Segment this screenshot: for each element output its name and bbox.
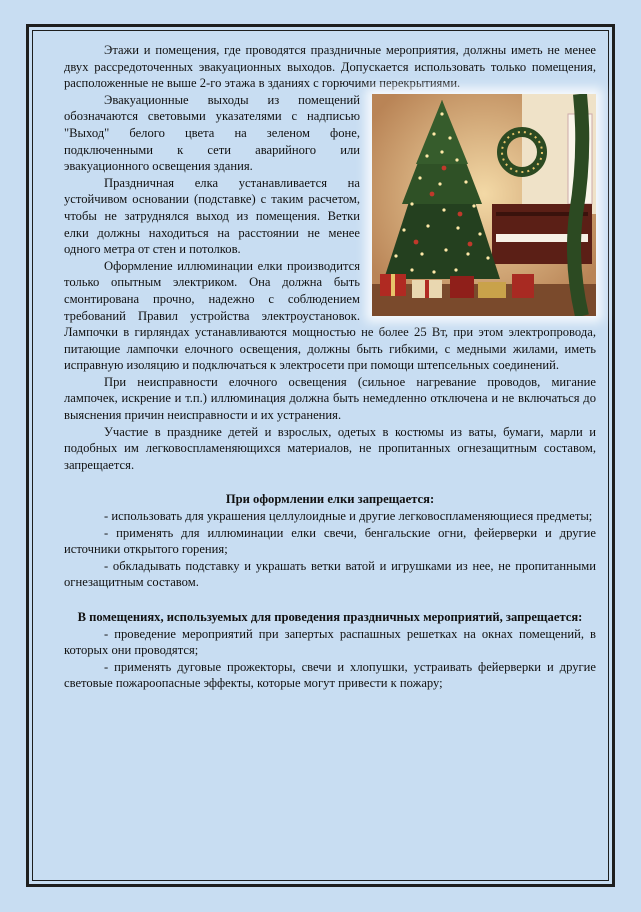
christmas-tree-photo	[372, 94, 596, 316]
document-body	[64, 42, 596, 692]
section-heading-tree-decoration: При оформлении елки запрещается:	[225, 492, 435, 507]
paragraph-malfunction: При неисправности елочного освещения (сильное нагревание проводов, мигание лампочек, искрение и т.п.) иллюминация должна быть немедленно отключена и не включаться до выяснения причин неисправности и их устранения.	[64, 374, 596, 423]
section-heading-premises: В помещениях, используемых для проведения праздничных мероприятий, запрещается:	[77, 610, 583, 624]
paragraph-illumination: Оформление иллюминации елки производится только опытным электриком. Она должна быть смонтирована прочно, надежно с соблюдением требований Правил устройства электроустановок. Лампочки в гирляндах устанавливаются мощностью не более 25 Вт, при этом электропровода, питающие лампочки елочного освещения, должны быть гибкими, с медными жилами, иметь исправную изоляцию и подключаться к электросети при помощи штепсельных соединений.	[64, 258, 596, 373]
list-item: - использовать для украшения целлулоидные и другие легковоспламеняющиеся предметы;	[104, 509, 593, 524]
christmas-tree-illustration	[372, 94, 596, 316]
list-item: - обкладывать подставку и украшать ветки ватой и игрушками из нее, не пропитанными огнезащитным составом.	[64, 558, 596, 590]
list-item: - проведение мероприятий при запертых распашных решетках на окнах помещений, в которых они проводятся;	[64, 626, 596, 658]
paragraph-costumes: Участие в празднике детей и взрослых, одетых в костюмы из ваты, бумаги, марли и подобных им легковоспламеняющихся материалов, не пропитанных огнезащитным составом, запрещается.	[64, 424, 596, 472]
list-item: - применять для иллюминации елки свечи, бенгальские огни, фейерверки и другие источники открытого горения;	[64, 525, 596, 557]
paragraph-exit-signs: Эвакуационные выходы из помещений обозначаются световыми указателями с надписью "Выход" белого цвета на зеленом фоне, подключенными к сети аварийного или эвакуационного освещения здания.	[64, 92, 360, 174]
paragraph-evacuation-floors: Этажи и помещения, где проводятся праздничные мероприятия, должны иметь не менее двух рассредоточенных эвакуационных выходов. Допускается использовать только помещения, расположенные не выше 2-го этажа в зданиях с горючими перекрытиями.	[64, 43, 596, 91]
paragraph-tree-placement: Праздничная елка устанавливается на устойчивом основании (подставке) с таким расчетом, чтобы не затруднялся выход из помещения. Ветки елки должны находиться на расстоянии не менее одного метра от стен и потолков.	[64, 175, 360, 257]
list-item: - применять дуговые прожекторы, свечи и хлопушки, устраивать фейерверки и другие световые пожароопасные эффекты, которые могут привести к пожару;	[64, 659, 596, 691]
